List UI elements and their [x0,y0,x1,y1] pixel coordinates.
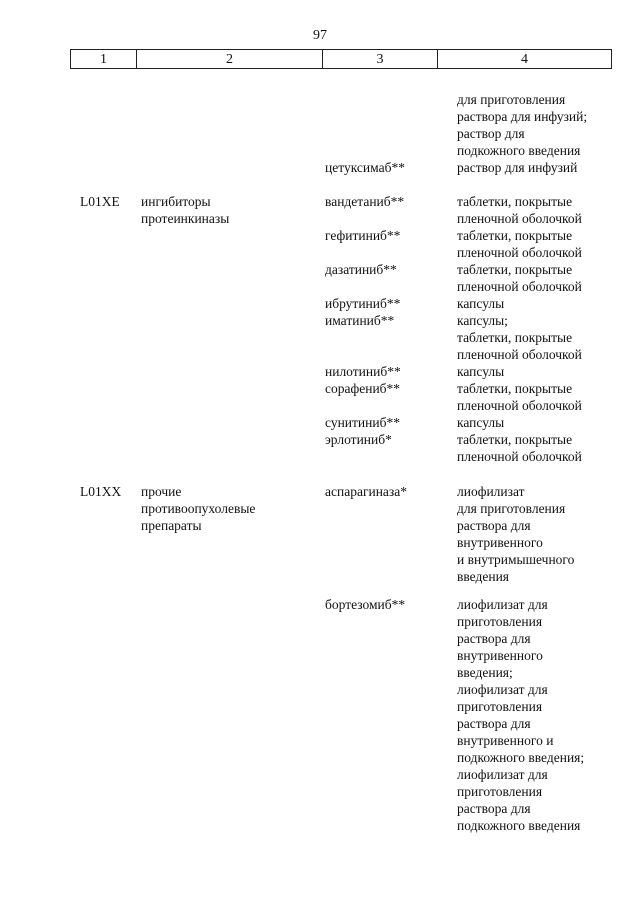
drug-form-line: раствора для [457,631,531,646]
drug-form-line: для приготовления [457,501,566,516]
group-name-line: ингибиторы [141,194,211,209]
continuation-form-line: для приготовления [457,92,566,107]
table-header-row [70,49,612,69]
drug-form-line: раствора для [457,801,531,816]
drug-form-line: таблетки, покрытые [457,194,573,209]
drug-form-line: подкожного введения [457,818,581,833]
drug-form-line: таблетки, покрытые [457,262,573,277]
drug-form-line: внутривенного и [457,733,554,748]
drug-form-line: приготовления [457,614,543,629]
column-header-2: 2 [136,50,322,68]
drug-name: сорафениб** [325,381,401,396]
drug-form-line: раствора для [457,716,531,731]
drug-form-line: пленочной оболочкой [457,398,582,413]
drug-name: цетуксимаб** [325,160,405,175]
drug-form-line: капсулы; [457,313,508,328]
group-name-line: протеинкиназы [141,211,230,226]
drug-form-line: раствора для [457,518,531,533]
drug-form-line: таблетки, покрытые [457,330,573,345]
drug-form-line: капсулы [457,296,505,311]
drug-form-line: подкожного введения; [457,750,585,765]
group-name-line: препараты [141,518,202,533]
drug-name: аспарагиназа* [325,484,407,499]
column-header-4: 4 [437,50,612,68]
drug-name: иматиниб** [325,313,395,328]
drug-form-line: таблетки, покрытые [457,432,573,447]
drug-name: сунитиниб** [325,415,400,430]
drug-form-line: лиофилизат для [457,767,548,782]
drug-form-line: капсулы [457,364,505,379]
drug-name: эрлотиниб* [325,432,392,447]
drug-form-line: приготовления [457,699,543,714]
drug-form-line: пленочной оболочкой [457,279,582,294]
column-header-1: 1 [70,50,136,68]
drug-name: бортезомиб** [325,597,406,612]
drug-form-line: лиофилизат [457,484,525,499]
drug-form-line: капсулы [457,415,505,430]
drug-name: ибрутиниб** [325,296,401,311]
drug-form-line: пленочной оболочкой [457,449,582,464]
drug-form-line: внутривенного [457,535,543,550]
drug-name: дазатиниб** [325,262,397,277]
drug-form-line: приготовления [457,784,543,799]
drug-form: раствор для инфузий [457,160,578,175]
drug-form-line: пленочной оболочкой [457,211,582,226]
group-name-line: противоопухолевые [141,501,256,516]
drug-form-line: лиофилизат для [457,682,548,697]
continuation-form-line: раствора для инфузий; [457,109,588,124]
drug-form-line: лиофилизат для [457,597,548,612]
drug-form-line: пленочной оболочкой [457,347,582,362]
drug-name: нилотиниб** [325,364,401,379]
drug-form-line: таблетки, покрытые [457,381,573,396]
drug-form-line: пленочной оболочкой [457,245,582,260]
drug-name: гефитиниб** [325,228,401,243]
drug-form-line: введения; [457,665,513,680]
drug-name: вандетаниб** [325,194,405,209]
atc-code: L01XE [80,194,120,209]
drug-form-line: таблетки, покрытые [457,228,573,243]
atc-code: L01XX [80,484,122,499]
page-number: 97 [313,28,327,43]
group-name-line: прочие [141,484,182,499]
continuation-form-line: раствор для [457,126,525,141]
column-header-3: 3 [322,50,437,68]
drug-form-line: введения [457,569,510,584]
drug-form-line: внутривенного [457,648,543,663]
continuation-form-line: подкожного введения [457,143,581,158]
drug-form-line: и внутримышечного [457,552,575,567]
